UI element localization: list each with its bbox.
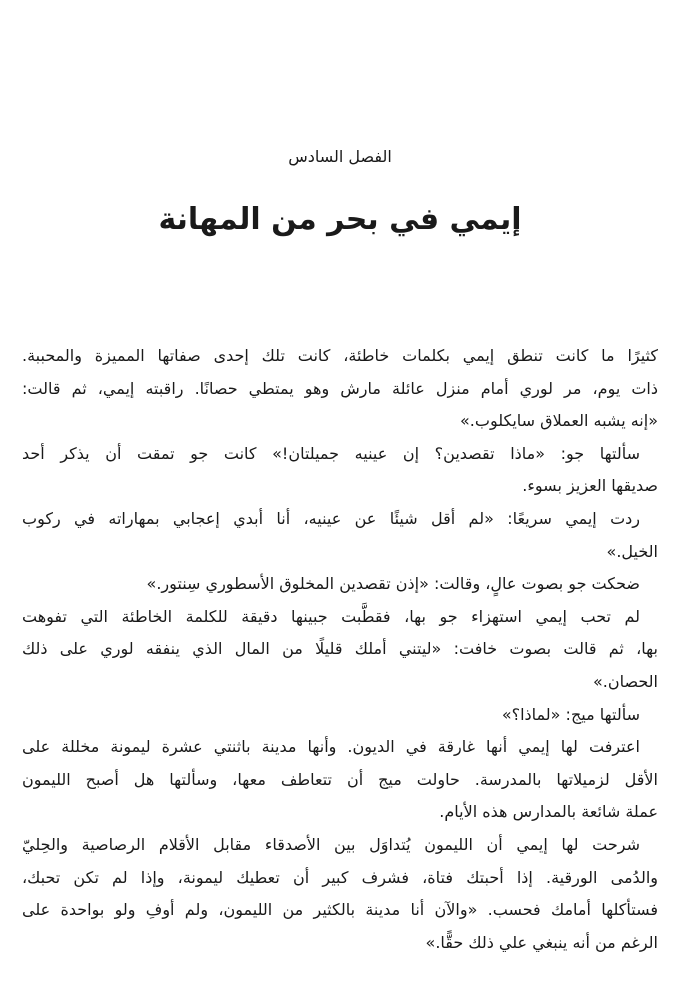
text-line: ذات يوم، مر لوري أمام منزل عائلة مارش وهو يمتطي حصانًا. راقبته إيمي، ثم قالت: (22, 378, 658, 398)
text-line: سألتها جو: «ماذا تقصدين؟ إن عينيه جميلتان!» كانت جو تمقت أن يذكر أحد (22, 443, 640, 463)
text-line: كثيرًا ما كانت تنطق إيمي بكلمات خاطئة، كانت تلك إحدى صفاتها المميزة والمحببة. (22, 346, 658, 365)
text-line: اعترفت لها إيمي أنها غارقة في الديون. وأنها مدينة باثنتي عشرة ليمونة مخللة على (22, 737, 640, 757)
text-line: بها، ثم قالت بصوت خافت: «ليتني أملك قليلًا من المال الذي ينفقه لوري على ذلك (22, 639, 658, 659)
text-line: الأقل لزميلاتها بالمدرسة. حاولت ميج أن تتعاطف معها، وسألتها هل أصبح الليمون (22, 769, 658, 789)
chapter-title: إيمي في بحر من المهانة (158, 202, 522, 237)
text-line: فستأكلها أمامك فحسب. «والآن أنا مدينة بالكثير من الليمون، ولم أوفِ ولو بواحدة على (22, 900, 658, 920)
text-line: الحصان.» (592, 671, 658, 691)
text-line: الرغم من أنه ينبغي علي ذلك حقًّا.» (425, 932, 658, 952)
chapter-label: الفصل السادس (288, 147, 392, 166)
text-line: والدُمى الورقية. إذا أحبتك فتاة، فشرف كبير أن تعطيك ليمونة، وإذا لم تكن تحبك، (22, 867, 658, 887)
text-line: الخيل.» (606, 541, 658, 561)
text-line: صديقها العزيز بسوء. (522, 476, 658, 496)
text-line: ردت إيمي سريعًا: «لم أقل شيئًا عن عينيه، أنا أبدي إعجابي بمهاراته في ركوب (22, 508, 640, 528)
text-line: شرحت لها إيمي أن الليمون يُتداوَل بين الأصدقاء مقابل الأقلام الرصاصية والحِليّ (22, 834, 640, 854)
text-line: عملة شائعة بالمدارس هذه الأيام. (439, 802, 658, 822)
text-line: «إنه يشبه العملاق سايكلوب.» (460, 411, 658, 431)
text-line: سألتها ميج: «لماذا؟» (501, 704, 640, 724)
text-line: لم تحب إيمي استهزاء جو بها، فقطَّبت جبينها دقيقة للكلمة الخاطئة التي تفوهت (22, 606, 640, 626)
text-line: ضحكت جو بصوت عالٍ، وقالت: «إذن تقصدين المخلوق الأسطوري سِنتور.» (146, 574, 640, 594)
body-text (22, 340, 658, 959)
